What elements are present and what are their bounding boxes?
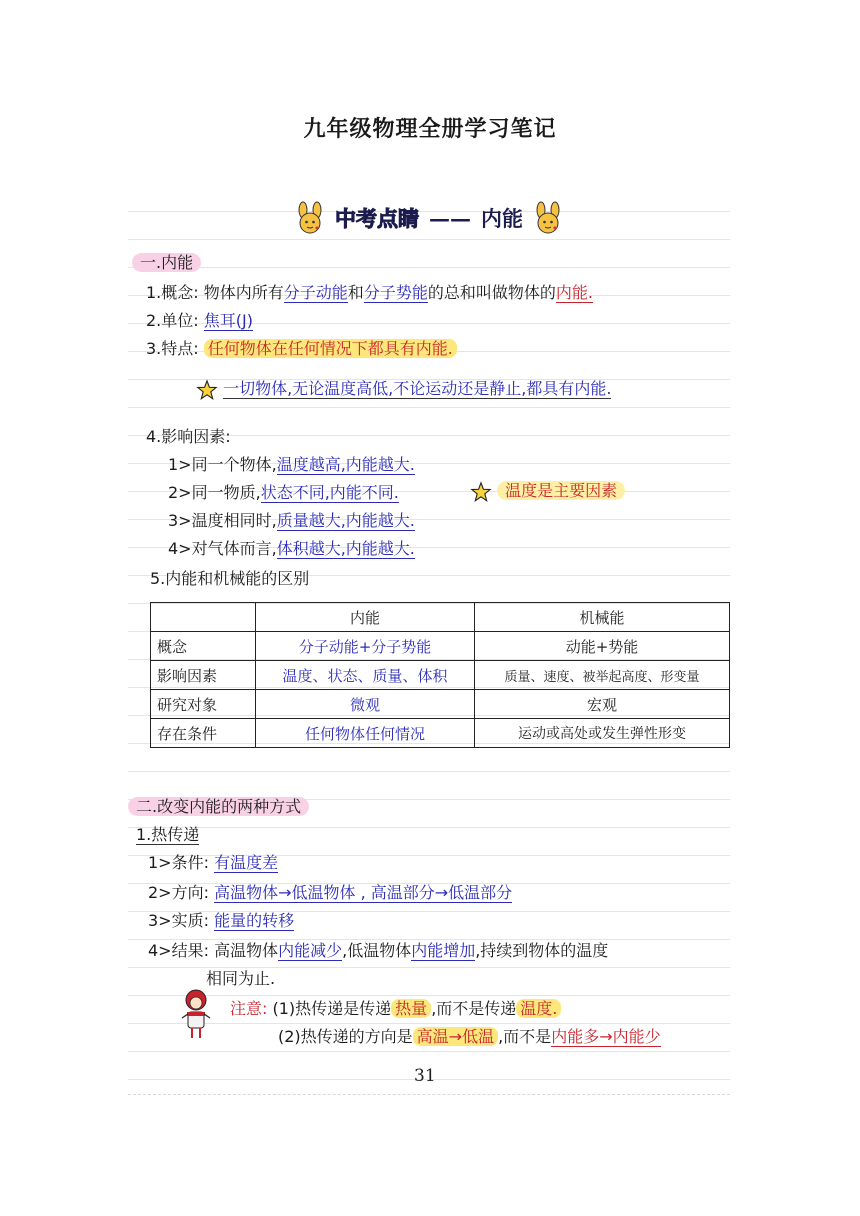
heat-transfer-heading: 1.热传递 bbox=[136, 825, 200, 844]
difference-heading: 5.内能和机械能的区别 bbox=[150, 569, 310, 588]
note-label: 注意: bbox=[230, 999, 268, 1018]
unit-line: 2.单位: 焦耳(J) bbox=[146, 311, 253, 330]
header-title-a: 中考点睛 bbox=[335, 206, 419, 231]
table-cell: 影响因素 bbox=[151, 661, 256, 690]
concept-line: 1.概念: 物体内所有分子动能和分子势能的总和叫做物体的内能. bbox=[146, 283, 593, 302]
table-header-cell: 机械能 bbox=[475, 603, 730, 632]
table-row bbox=[151, 719, 730, 748]
keyword-internal-energy: 内能. bbox=[555, 283, 593, 302]
section-1-heading: 一.内能 bbox=[132, 250, 201, 273]
table-row bbox=[151, 690, 730, 719]
table-header-row bbox=[151, 603, 730, 632]
condition-line: 1>条件: 有温度差 bbox=[148, 853, 279, 872]
keyword-molecular-kinetic: 分子动能 bbox=[283, 283, 348, 302]
table-header-cell: 内能 bbox=[256, 603, 475, 632]
page-number: 31 bbox=[414, 1066, 436, 1086]
table-row bbox=[151, 661, 730, 690]
section-2-heading: 二.改变内能的两种方式 bbox=[128, 794, 309, 817]
table-cell: 微观 bbox=[256, 690, 475, 719]
section-header bbox=[128, 198, 730, 238]
factor-3: 3>温度相同时,质量越大,内能越大. bbox=[168, 511, 415, 530]
table-header-cell bbox=[151, 603, 256, 632]
direction-line: 2>方向: 高温物体→低温物体 , 高温部分→低温部分 bbox=[148, 883, 513, 902]
factor-main-note: 温度是主要因素 bbox=[470, 478, 625, 503]
table-cell: 存在条件 bbox=[151, 719, 256, 748]
girl-illustration-icon bbox=[178, 988, 214, 1040]
factors-heading: 4.影响因素: bbox=[146, 427, 231, 446]
keyword-molecular-potential: 分子势能 bbox=[363, 283, 428, 302]
essence-line: 3>实质: 能量的转移 bbox=[148, 911, 295, 930]
result-line-cont: 相同为止. bbox=[206, 969, 276, 988]
table-cell: 宏观 bbox=[475, 690, 730, 719]
table-row bbox=[151, 632, 730, 661]
feature-note: 一切物体,无论温度高低,不论运动还是静止,都具有内能. bbox=[196, 376, 611, 401]
header-title-b: 内能 bbox=[481, 206, 523, 231]
factor-4: 4>对气体而言,体积越大,内能越大. bbox=[168, 539, 415, 558]
factor-2: 2>同一物质,状态不同,内能不同. bbox=[168, 483, 399, 502]
feature-line: 3.特点: 任何物体在任何情况下都具有内能. bbox=[146, 336, 457, 359]
table-cell: 运动或高处或发生弹性形变 bbox=[475, 719, 730, 748]
feature-value: 任何物体在任何情况下都具有内能. bbox=[204, 339, 457, 358]
star-icon bbox=[196, 379, 218, 401]
table-cell: 温度、状态、质量、体积 bbox=[256, 661, 475, 690]
table-cell: 动能+势能 bbox=[475, 632, 730, 661]
bunny-mascot-icon bbox=[295, 201, 325, 235]
table-cell: 概念 bbox=[151, 632, 256, 661]
notebook-page bbox=[128, 184, 730, 1096]
table-cell: 分子动能+分子势能 bbox=[256, 632, 475, 661]
comparison-table bbox=[150, 602, 730, 748]
header-separator: —— bbox=[429, 205, 471, 231]
table-cell: 任何物体任何情况 bbox=[256, 719, 475, 748]
page-bottom-divider bbox=[128, 1094, 730, 1095]
star-icon bbox=[470, 481, 492, 503]
bunny-mascot-icon bbox=[533, 201, 563, 235]
factor-1: 1>同一个物体,温度越高,内能越大. bbox=[168, 455, 415, 474]
table-cell: 研究对象 bbox=[151, 690, 256, 719]
note-line-1: 注意: (1)热传递是传递 热量 ,而不是传递 温度. bbox=[230, 996, 561, 1019]
result-line: 4>结果: 高温物体内能减少,低温物体内能增加,持续到物体的温度 bbox=[148, 941, 609, 960]
page-title: 九年级物理全册学习笔记 bbox=[303, 117, 557, 142]
table-cell: 质量、速度、被举起高度、形变量 bbox=[475, 661, 730, 690]
unit-value: 焦耳(J) bbox=[203, 311, 253, 330]
note-line-2: (2)热传递的方向是 高温→低温 ,而不是内能多→内能少 bbox=[278, 1027, 661, 1046]
